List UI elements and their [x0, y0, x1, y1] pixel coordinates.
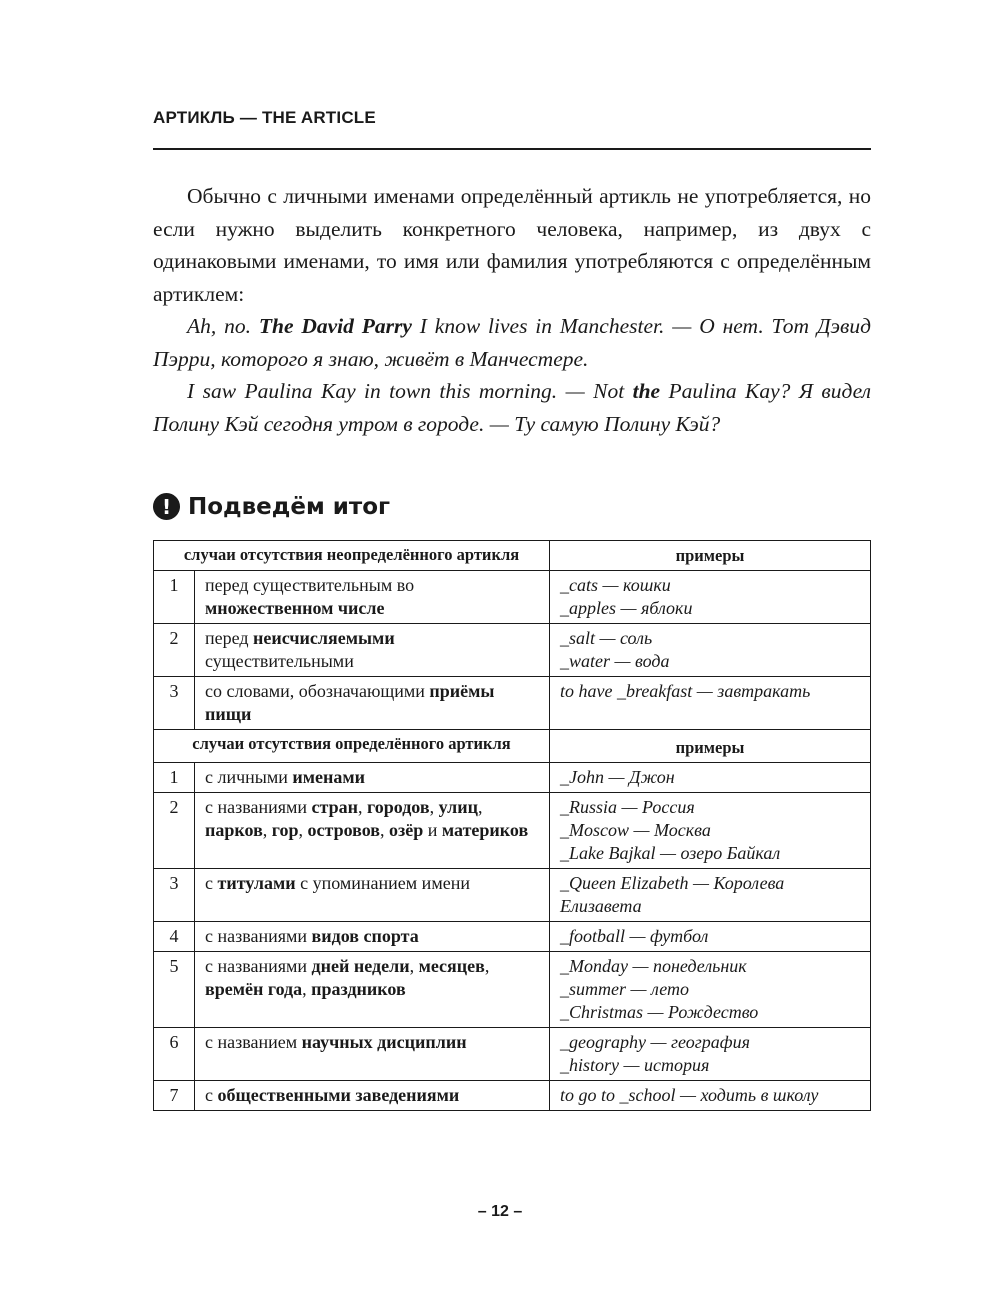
case-text: и [423, 820, 442, 840]
case-keyword: стран [311, 797, 358, 817]
row-examples [550, 1081, 871, 1111]
definite-examples-header: примеры [550, 730, 871, 763]
row-examples [550, 763, 871, 793]
case-keyword: общественными заведениями [217, 1085, 460, 1105]
example-line: _salt — соль [560, 628, 653, 648]
exclamation-icon: ! [153, 493, 180, 520]
row-case [195, 922, 550, 952]
row-examples [550, 922, 871, 952]
example-line: _water — вода [560, 651, 670, 671]
summary-heading [153, 493, 390, 520]
example-line: _Queen Elizabeth — Королева Елизавета [560, 873, 785, 916]
example-line: _Moscow — Москва [560, 820, 711, 840]
row-number: 7 [154, 1081, 195, 1111]
case-keyword: времён года [205, 979, 303, 999]
summary-title: Подведём итог [188, 493, 391, 520]
case-text: , [484, 956, 490, 976]
example-1-bold: The David Parry [258, 314, 412, 338]
example-1-pre: Ah, no. [187, 314, 259, 338]
table-row [154, 793, 871, 869]
definite-header-row [154, 730, 871, 763]
example-line: _geography — география [560, 1032, 750, 1052]
row-case [195, 952, 550, 1028]
example-2 [153, 375, 871, 440]
table-row [154, 952, 871, 1028]
case-keyword: титулами [217, 873, 296, 893]
example-line: _Monday — понедельник [560, 956, 747, 976]
case-text: с упоминанием имени [295, 873, 470, 893]
case-text: , [478, 797, 483, 817]
indefinite-cases-header: случаи отсутствия неопределённого артикля [154, 541, 550, 571]
row-case [195, 1081, 550, 1111]
row-case [195, 793, 550, 869]
indefinite-header-row [154, 541, 871, 571]
case-keyword: дней недели [311, 956, 410, 976]
case-keyword: островов [307, 820, 381, 840]
table-row [154, 763, 871, 793]
page-number: – 12 – [477, 1203, 523, 1220]
example-line: _football — футбол [560, 926, 709, 946]
row-number: 2 [154, 793, 195, 869]
case-keyword: видов спорта [311, 926, 419, 946]
example-2-bold: the [632, 379, 661, 403]
row-case [195, 677, 550, 730]
case-keyword: научных дисциплин [301, 1032, 467, 1052]
case-keyword: озёр [389, 820, 424, 840]
case-keyword: гор [271, 820, 299, 840]
example-line: to have _breakfast — завтракать [560, 681, 811, 701]
case-keyword: праздников [311, 979, 406, 999]
case-keyword: материков [441, 820, 529, 840]
table-row [154, 869, 871, 922]
row-number: 6 [154, 1028, 195, 1081]
row-case [195, 1028, 550, 1081]
example-line: _Russia — Россия [560, 797, 695, 817]
case-text: , [429, 797, 439, 817]
table-row [154, 1081, 871, 1111]
row-examples [550, 571, 871, 624]
table-row [154, 922, 871, 952]
case-text: существительными [205, 651, 354, 671]
case-text: с [205, 1085, 218, 1105]
table-row [154, 624, 871, 677]
case-text: перед существительным во [205, 575, 415, 595]
row-number: 4 [154, 922, 195, 952]
row-examples [550, 1028, 871, 1081]
case-keyword: улиц [438, 797, 478, 817]
case-text: , [302, 979, 312, 999]
row-case [195, 763, 550, 793]
row-case [195, 624, 550, 677]
row-number: 3 [154, 677, 195, 730]
case-keyword: городов [366, 797, 430, 817]
row-number: 5 [154, 952, 195, 1028]
running-title: АРТИКЛЬ — THE ARTICLE [153, 108, 376, 127]
row-examples [550, 793, 871, 869]
case-keyword: месяцев [418, 956, 485, 976]
row-examples [550, 624, 871, 677]
example-line: _history — история [560, 1055, 710, 1075]
row-number: 1 [154, 571, 195, 624]
case-text: , [409, 956, 419, 976]
case-text: перед [205, 628, 254, 648]
example-line: _cats — кошки [560, 575, 671, 595]
case-text: , [357, 797, 367, 817]
row-case [195, 869, 550, 922]
example-line: _Lake Bajkal — озеро Байкал [560, 843, 781, 863]
header-divider [153, 148, 871, 150]
case-text: с личными [205, 767, 293, 787]
intro-section [153, 180, 871, 440]
case-keyword: именами [292, 767, 366, 787]
example-1 [153, 310, 871, 375]
case-text: , [380, 820, 390, 840]
case-text: с названиями [205, 797, 312, 817]
case-text: с названиями [205, 926, 312, 946]
example-line: _summer — лето [560, 979, 690, 999]
example-2-post: Paulina Kay? Я видел Полину Кэй сегодня утром в городе. — Ту самую Полину Кэй? [153, 379, 871, 436]
case-keyword: приёмы пищи [205, 681, 495, 724]
example-1-post: I know lives in Manchester. — О нет. Тот Дэвид Пэрри, которого я знаю, живёт в Манчестере. [153, 314, 871, 371]
row-number: 2 [154, 624, 195, 677]
case-text: , [298, 820, 308, 840]
example-line: _apples — яблоки [560, 598, 693, 618]
example-line: _Christmas — Рождество [560, 1002, 759, 1022]
row-examples [550, 952, 871, 1028]
example-2-pre: I saw Paulina Kay in town this morning. — Not [187, 379, 633, 403]
case-keyword: парков [205, 820, 263, 840]
row-number: 3 [154, 869, 195, 922]
intro-paragraph: Обычно с личными именами определённый артикль не употребляется, но если нужно выделить конкретного человека, например, из двух с одинаковыми именами, то имя или фамилия употребляются с определённым артиклем: [153, 184, 871, 306]
case-text: с [205, 873, 218, 893]
case-keyword: неисчисляемыми [253, 628, 395, 648]
table-row [154, 1028, 871, 1081]
table-row [154, 571, 871, 624]
row-case [195, 571, 550, 624]
case-text: со словами, обозначающими [205, 681, 430, 701]
case-keyword: множественном числе [205, 598, 385, 618]
example-line: to go to _school — ходить в школу [560, 1085, 819, 1105]
indefinite-examples-header: примеры [550, 541, 871, 571]
summary-table [153, 540, 871, 1111]
case-text: с названиями [205, 956, 312, 976]
case-text: , [262, 820, 272, 840]
example-line: _John — Джон [560, 767, 675, 787]
table-row [154, 677, 871, 730]
row-number: 1 [154, 763, 195, 793]
definite-cases-header: случаи отсутствия определённого артикля [154, 730, 550, 763]
row-examples [550, 869, 871, 922]
row-examples [550, 677, 871, 730]
case-text: с названием [205, 1032, 302, 1052]
